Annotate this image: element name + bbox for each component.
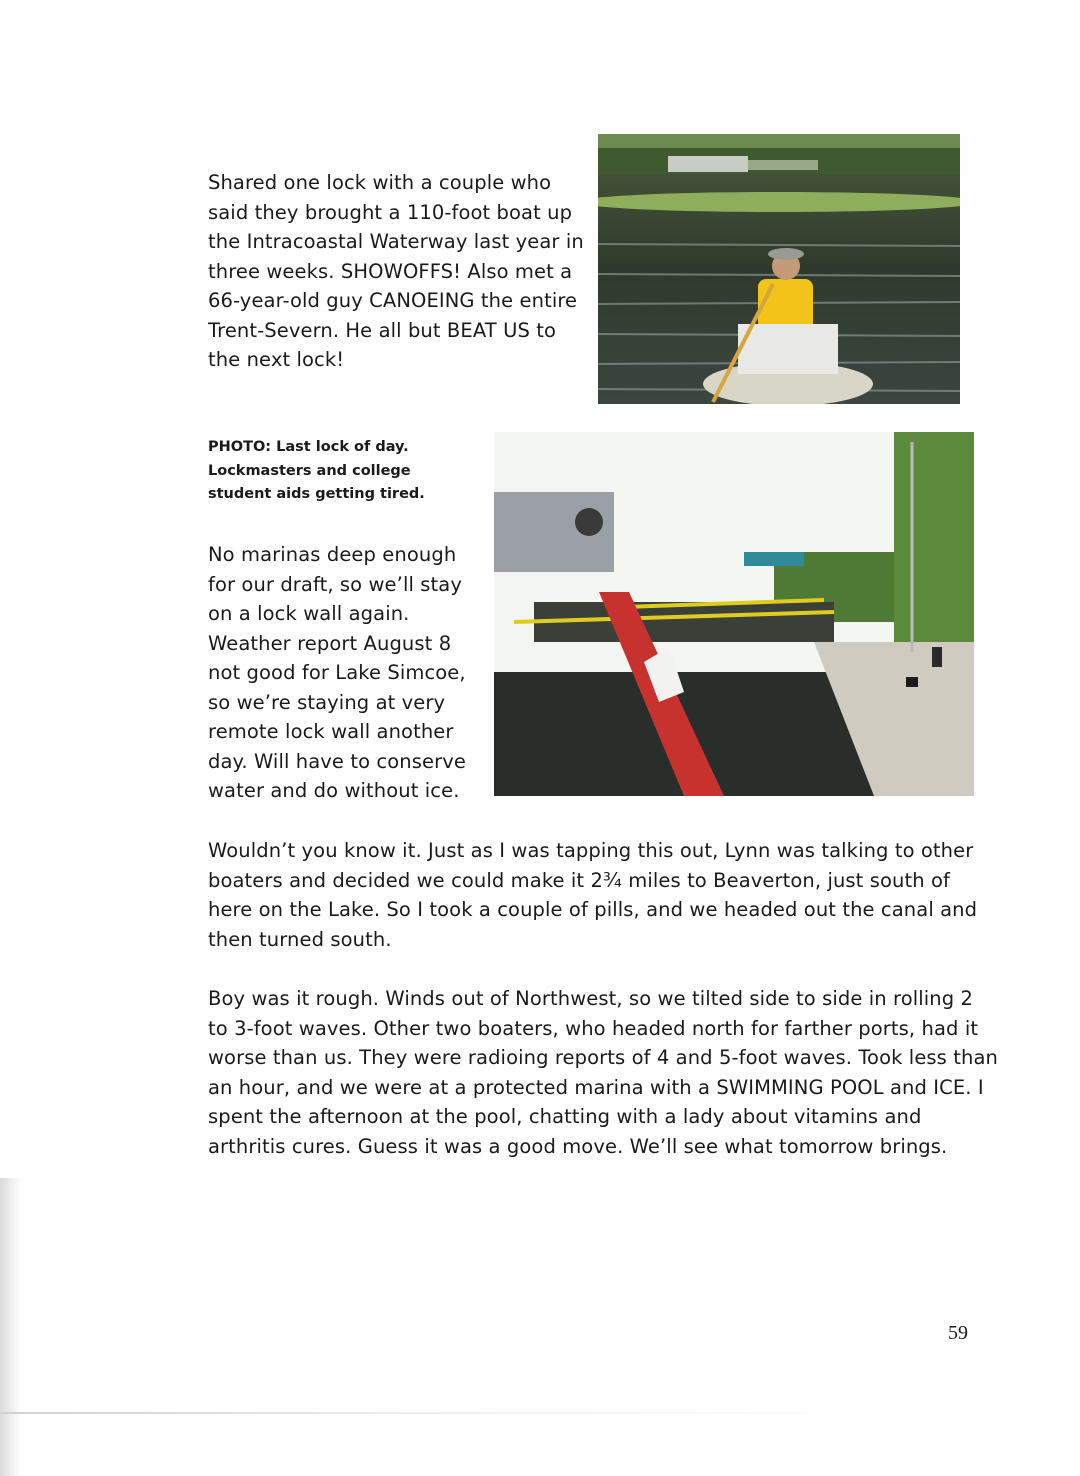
paragraph-rough-water: Boy was it rough. Winds out of Northwest, so we tilted side to side in rolling 2 to 3-foot waves. Other two boaters, who headed north for farther ports, had it worse than us. They were radioing reports of 4 and 5-foot waves. Took less than an hour, and we were at a protected marina with a SWIMMING POOL and ICE. I spent the afternoon at the pool, chatting with a lady about vitamins and arthritis cures. Guess it was a good move. We’ll see what tomorrow brings. — [208, 987, 998, 1158]
scan-bottom-edge — [0, 1412, 1080, 1414]
scan-edge-shadow — [0, 1178, 22, 1476]
photo-canoeist — [598, 134, 960, 404]
photo-caption: PHOTO: Last lock of day. Lockmasters and college student aids getting tired. — [208, 439, 425, 502]
photo-lock-wall — [494, 432, 974, 796]
paragraph-beaverton: Wouldn’t you know it. Just as I was tapping this out, Lynn was talking to other boaters and decided we could make it 2¾ miles to Beaverton, just south of here on the Lake. So I took a couple of pills, and we headed out the canal and then turned south. — [208, 839, 978, 951]
paragraph-lock-wall: No marinas deep enough for our draft, so we’ll stay on a lock wall again. Weather report August 8 not good for Lake Simcoe, so we’re staying at very remote lock wall another day. Will have to conserve water and do without ice. — [208, 543, 466, 802]
paragraph-canoe-story: Shared one lock with a couple who said they brought a 110-foot boat up the Intracoastal Waterway last year in three weeks. SHOWOFFS! Also met a 66-year-old guy CANOEING the entire Trent-Severn. He all but BEAT US to the next lock! — [208, 171, 584, 371]
page-number: 59 — [948, 1322, 968, 1344]
